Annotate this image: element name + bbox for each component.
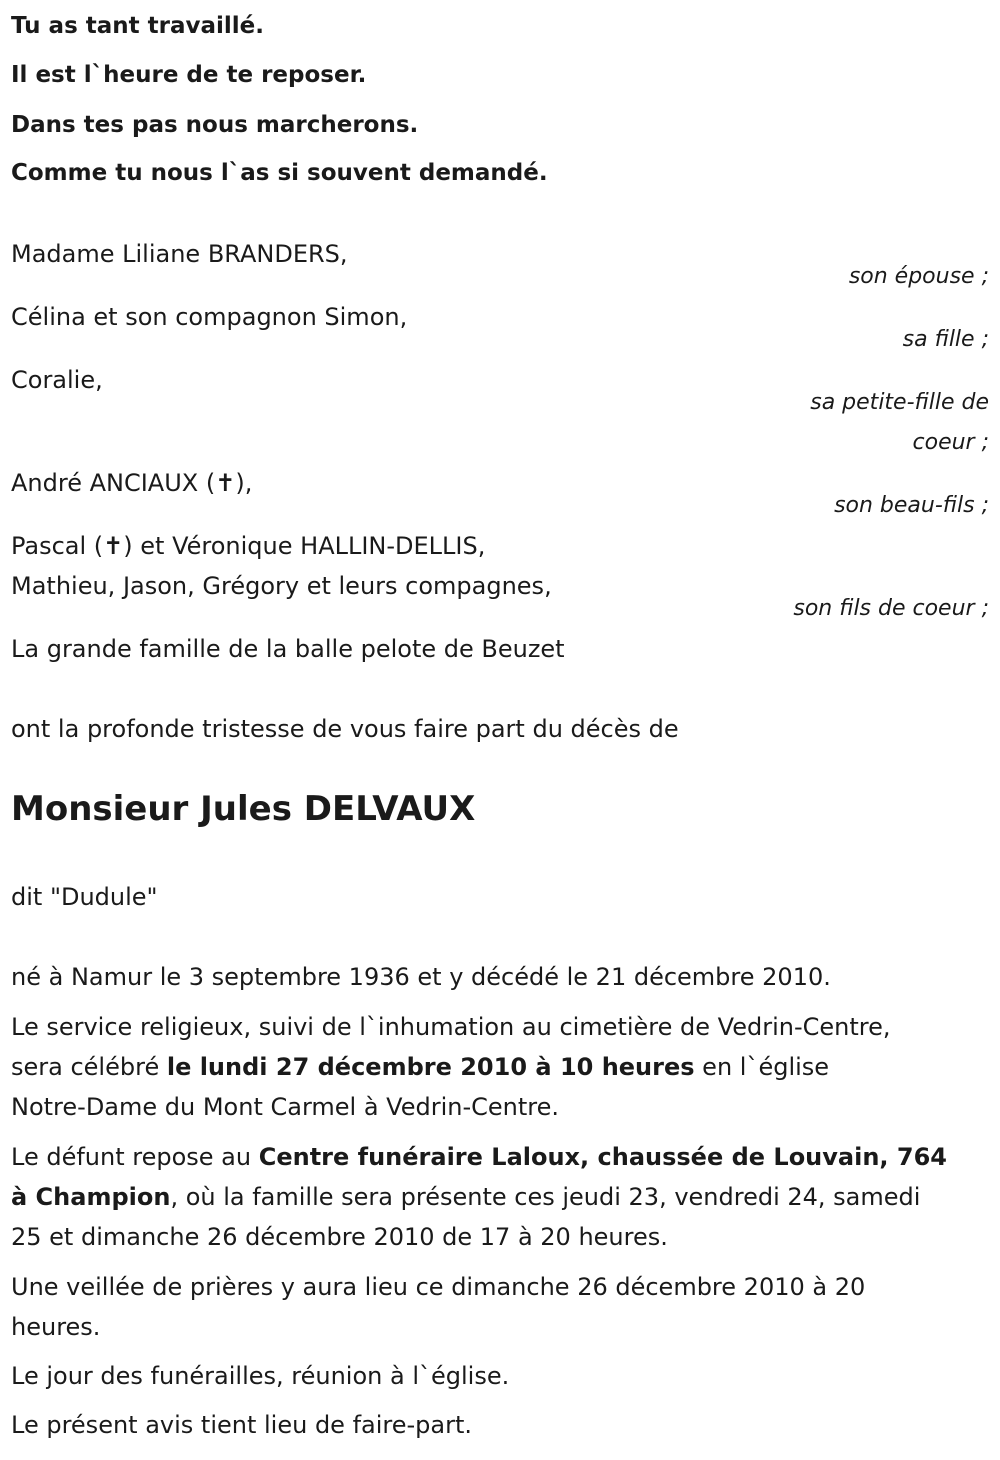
rest-line-1-pre: Le défunt repose au — [11, 1143, 259, 1171]
rest-location: Centre funéraire Laloux, chaussée de Louvain, 764 — [258, 1143, 947, 1171]
funeral-day: Le jour des funérailles, réunion à l`église. — [11, 1362, 510, 1390]
cross-icon: ✝ — [215, 469, 236, 497]
service-date: le lundi 27 décembre 2010 à 10 heures — [166, 1053, 695, 1081]
deceased-nickname: dit "Dudule" — [11, 883, 158, 911]
rest-line-2-post: , où la famille sera présente ces jeudi 23, vendredi 24, samedi — [170, 1183, 921, 1211]
poem-line-4: Comme tu nous l`as si souvent demandé. — [11, 160, 548, 186]
poem-line-1: Tu as tant travaillé. — [11, 13, 265, 39]
family-heartson-role: son fils de coeur ; — [793, 596, 989, 621]
family-spouse-role: son épouse ; — [848, 264, 989, 289]
service-line-3: Notre-Dame du Mont Carmel à Vedrin-Centre. — [11, 1093, 560, 1121]
poem-line-3: Dans tes pas nous marcherons. — [11, 112, 419, 138]
birth-death: né à Namur le 3 septembre 1936 et y décédé le 21 décembre 2010. — [11, 963, 831, 991]
cross-icon: ✝ — [103, 532, 124, 560]
family-soninlaw-role: son beau-fils ; — [834, 493, 989, 518]
deceased-name: Monsieur Jules DELVAUX — [11, 789, 476, 829]
family-heartson-line2: Mathieu, Jason, Grégory et leurs compagnes, — [11, 572, 552, 600]
vigil-line-1: Une veillée de prières y aura lieu ce dimanche 26 décembre 2010 à 20 — [11, 1273, 866, 1301]
family-heartson-suffix: ) et Véronique HALLIN-DELLIS, — [123, 532, 486, 560]
family-granddaughter: Coralie, — [11, 366, 103, 394]
family-soninlaw-suffix: ), — [235, 469, 253, 497]
notice: Le présent avis tient lieu de faire-part. — [11, 1411, 473, 1439]
family-daughter-role: sa fille ; — [902, 327, 989, 352]
announcement: ont la profonde tristesse de vous faire part du décès de — [11, 715, 679, 743]
service-line-2 — [11, 1055, 829, 1079]
rest-location-city: à Champion — [11, 1183, 171, 1211]
family-club: La grande famille de la balle pelote de Beuzet — [11, 635, 565, 663]
rest-line-1 — [11, 1145, 947, 1169]
family-heartson-prefix: Pascal ( — [11, 532, 104, 560]
rest-line-3: 25 et dimanche 26 décembre 2010 de 17 à 20 heures. — [11, 1223, 668, 1251]
family-granddaughter-role-line1: sa petite-fille de — [810, 390, 989, 415]
family-soninlaw-prefix: André ANCIAUX ( — [11, 469, 216, 497]
family-granddaughter-role-line2: coeur ; — [912, 430, 989, 455]
service-line-2-pre: sera célébré — [11, 1053, 167, 1081]
family-spouse: Madame Liliane BRANDERS, — [11, 240, 348, 268]
vigil-line-2: heures. — [11, 1313, 101, 1341]
service-line-2-post: en l`église — [694, 1053, 830, 1081]
family-soninlaw — [11, 471, 252, 495]
rest-line-2 — [11, 1185, 920, 1209]
poem-line-2: Il est l`heure de te reposer. — [11, 62, 367, 88]
family-daughter: Célina et son compagnon Simon, — [11, 303, 408, 331]
service-line-1: Le service religieux, suivi de l`inhumation au cimetière de Vedrin-Centre, — [11, 1013, 891, 1041]
family-heartson — [11, 534, 485, 558]
